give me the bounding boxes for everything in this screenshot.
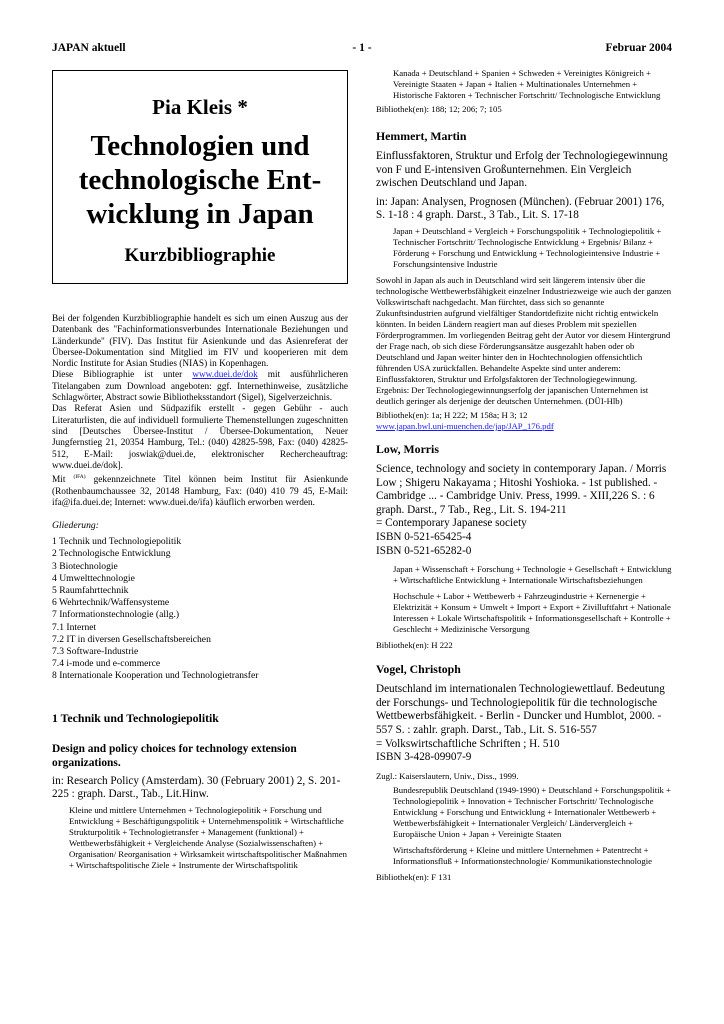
dissertation-note: Zugl.: Kaiserslautern, Univ., Diss., 1999. xyxy=(376,770,519,781)
toc-title: Gliederung: xyxy=(52,520,99,532)
library-codes: Bibliothek(en): F 131 xyxy=(376,871,452,882)
intro-text-span: gekennzeichnete Titel können beim Institut für Asienkunde (Rothenbaumchaussee 32, 20148 Hamburg, Fax: (040) 410 79 45, E-Mail: ifa@ifa.duei.de; Internet: www.duei.de/ifa) käuflich erworben werden. xyxy=(52,475,348,508)
entry-keywords: Kleine und mittlere Unternehmen + Technologiepolitik + Forschung und Entwicklung + Beschäftigungspolitik + Unternehmenspolitik + Wirtschaftliche Strukturpolitik + Technologietransfer + Management (funktional) + Wettbewerbsfähigkeit + Vergleichende Analyse (Sozialwissenschaften) + Organisation/ Reorganisation + Wirksamkeit wirtschaftspolitischer Maßnahmen + Wirtschaftspolitische Ziele + Instrumente der Wirtschaftspolitik xyxy=(69,804,347,870)
document-title xyxy=(53,129,347,231)
intro-paragraph xyxy=(52,370,348,404)
toc-item: 7.3 Software-Industrie xyxy=(52,645,139,657)
document-subtitle: Kurzbibliographie xyxy=(124,245,276,266)
intro-text-span: mit ausführlicheren Titelangaben zum Download angeboten: ggf. Internethinweise, zusätzliche Schlagwörter, Abstract sowie Bibliotheksstandort (Sigel), Sigelverzeichnis. xyxy=(52,370,348,404)
entry-title: Design and policy choices for technology extension organizations. xyxy=(52,742,297,769)
keyword-block: Hochschule + Labor + Wettbewerb + Fahrzeugindustrie + Kernenergie + Elektrizität + Konsum + Umwelt + Import + Export + Zivilluftfahrt + Nationale Interessen + Lokale Wirtschaftspolitik + Informationsgesellschaft + Kontrolle + Geschlecht + Medizinische Versorgung xyxy=(393,591,671,635)
title-box xyxy=(52,70,348,284)
intro-paragraph xyxy=(52,472,348,509)
running-header-right: Februar 2004 xyxy=(605,42,672,54)
intro-text-span: Diese Bibliographie ist unter xyxy=(52,370,193,381)
title-line: Technologien und xyxy=(90,130,310,162)
toc-item: 7.2 IT in diversen Gesellschaftsbereichen xyxy=(52,633,211,645)
toc-item: 4 Umwelttechnologie xyxy=(52,572,135,584)
ifa-marker: (IFA) xyxy=(73,474,86,481)
toc-item: 8 Internationale Kooperation und Technologietransfer xyxy=(52,670,259,682)
title-line: wicklung in Japan xyxy=(86,198,314,230)
section-heading: 1 Technik und Technologiepolitik xyxy=(52,710,219,725)
download-link[interactable]: www.duei.de/dok xyxy=(192,370,258,381)
keyword-block: Bundesrepublik Deutschland (1949-1990) + Deutschland + Forschungspolitik + Technologiepolitik + Innovation + Technischer Fortschritt/ Technologische Entwicklung + Forschung und Entwicklung + Internationaler Wettbewerb + Wettbewerbsfähigkeit + Internationaler Vergleich/ Ländervergleich + Europäische Union + Japan + Vereinigte Staaten xyxy=(393,784,671,839)
library-codes: Bibliothek(en): H 222 xyxy=(376,640,453,651)
intro-text-span: Mit xyxy=(52,475,74,486)
author-name: Pia Kleis * xyxy=(152,95,248,119)
table-of-contents xyxy=(52,520,348,682)
entry-keywords: Japan + Deutschland + Vergleich + Forschungspolitik + Technologiepolitik + Technischer Fortschritt/ Technologische Entwicklung + Ergebnis/ Bilanz + Förderung + Forschung und Entwicklung + Technologieintensive Industrie + Forschungsintensive Industrie xyxy=(393,225,662,269)
toc-item: 1 Technik und Technologiepolitik xyxy=(52,536,182,548)
intro-paragraph: Das Referat Asien und Südpazifik erstellt - gegen Gebühr - auch Literaturlisten, die auf individuell formulierte Themenstellungen zugeschnitten sind [Deutsches Übersee-Institut / Übersee-Dokumentation, Neuer Jungfernstieg 21, 20354 Hamburg, Tel.: (040) 42825-598, Fax: (040) 42825-512, E-Mail: joswiak@duei.de, elektronischer Rechercheauftrag: www.duei.de/dok]. xyxy=(52,404,348,471)
entry-title: Science, technology and society in contemporary Japan. / Morris Low ; Shigeru Nakayama ; Hitoshi Yoshioka. - 1st published. - Cambridge ... - Cambridge Univ. Press, 1999. - XIII,226 S. : 6 graph. Darst., 7 Tab., Reg., Lit. S. 194-211 = Contemporary Japanese society ISBN 0-521-65425-4 ISBN 0-521-65282-0 xyxy=(376,462,667,557)
page-number: - 1 - xyxy=(352,42,372,54)
keyword-block: Wirtschaftsförderung + Kleine und mittlere Unternehmen + Patentrecht + Informationsfluß + Informationstechnologie/ Kommunikationstechnologie xyxy=(393,844,652,866)
toc-item: 2 Technologische Entwicklung xyxy=(52,548,171,560)
entry-keywords: Kanada + Deutschland + Spanien + Schweden + Vereinigtes Königreich + Vereinigte Staaten + Japan + Italien + Multinationales Unternehmen + Historische Faktoren + Technischer Fortschritt/ Technologische Entwicklung xyxy=(393,68,661,100)
entry-title: Einflussfaktoren, Struktur und Erfolg der Technologiegewinnung von F und E-intensiven Großunternehmen. Ein Vergleich zwischen Deutschland und Japan. xyxy=(376,150,668,190)
toc-item: 6 Wehrtechnik/Waffensysteme xyxy=(52,597,170,609)
right-column xyxy=(376,68,672,883)
running-header-left: JAPAN aktuell xyxy=(52,42,126,54)
intro-paragraph: Bei der folgenden Kurzbibliographie handelt es sich um einen Auszug aus der Datenbank des "Fachinformationsverbundes Internationale Beziehungen und Länderkunde" (FIV). Das Institut für Asienkunde und das Asienreferat der Übersee-Dokumentation sind Mitglied im FIV und kooperieren mit dem Nordic Institute for Asian Studies (NIAS) in Kopenhagen. xyxy=(52,314,348,370)
left-column xyxy=(52,60,348,871)
entry-abstract: Sowohl in Japan als auch in Deutschland wird seit längerem intensiv über die technologische Wettbewerbsfähigkeit einzelner Industriezweige wie auch der ganzen Volkswirtschaft nachgedacht. Man fürchtet, dass sich so genannte Zukunftsindustrien aufgrund vielfältiger Standortdefizite nicht richtig entwickeln könnten. In beiden Ländern reagiert man auf dieses Problem mit speziellen Förderprogrammen. Im vorliegenden Beitrag geht der Autor vor diesem Hintergrund der Frage nach, ob sich diese Förderungsansätze ausgezahlt haben oder ob Deutschland und Japan weiter hinter den in Hochtechnologien offensichtlich führenden USA zurückfallen. Behandelte Aspekte sind unter anderem: Einflussfaktoren, Struktur und Erfolgsfaktoren der Technologiegewinnung. Ergebnis: Der Technologiegewinnungserfolg der japanischen Unternehmen ist deutlich geringer als derjenige der deutschen Unternehmen. (DÜI-Hlb) xyxy=(376,274,672,406)
entry-source: in: Japan: Analysen, Prognosen (München). (Februar 2001) 176, S. 1-18 : 4 graph. Darst., 3 Tab., Lit. S. 17-18 xyxy=(376,195,665,222)
entry-author: Low, Morris xyxy=(376,441,439,456)
entry-author: Vogel, Christoph xyxy=(376,662,461,677)
toc-item: 7.1 Internet xyxy=(52,621,97,633)
entry-url-link[interactable]: www.japan.bwl.uni-muenchen.de/jap/JAP_176.pdf xyxy=(376,420,554,431)
title-line: technologische Ent- xyxy=(78,164,322,196)
toc-item: 7.4 i-mode und e-commerce xyxy=(52,658,161,670)
entry-keywords xyxy=(393,785,672,867)
toc-item: 3 Biotechnologie xyxy=(52,560,118,572)
library-codes: Bibliothek(en): 188; 12; 206; 7; 105 xyxy=(376,104,502,114)
library-codes: Bibliothek(en): 1a; H 222; M 158a; H 3; 12 xyxy=(376,409,528,420)
entry-author: Hemmert, Martin xyxy=(376,129,467,143)
toc-item: 7 Informationstechnologie (allg.) xyxy=(52,609,180,621)
entry-source: in: Research Policy (Amsterdam). 30 (February 2001) 2, S. 201-225 : graph. Darst., Tab., Lit.Hinw. xyxy=(52,774,341,801)
intro-text xyxy=(52,314,348,509)
toc-item: 5 Raumfahrttechnik xyxy=(52,584,129,596)
entry-title: Deutschland im internationalen Technologiewettlauf. Bedeutung der Forschungs- und Technologiepolitik für die technologische Wettbewerbsfähigkeit. - Berlin - Duncker und Humblot, 2000. - 557 S. : zahlr. graph. Darst., Tab., Lit. S. 516-557 = Volkswirtschaftliche Schriften ; H. 510 ISBN 3-428-09907-9 xyxy=(376,683,665,764)
entry-keywords xyxy=(393,564,672,635)
keyword-block: Japan + Wissenschaft + Forschung + Technologie + Gesellschaft + Entwicklung + Wirtschaftliche Entwicklung + Internationale Wirtschaftsbeziehungen xyxy=(393,564,672,586)
